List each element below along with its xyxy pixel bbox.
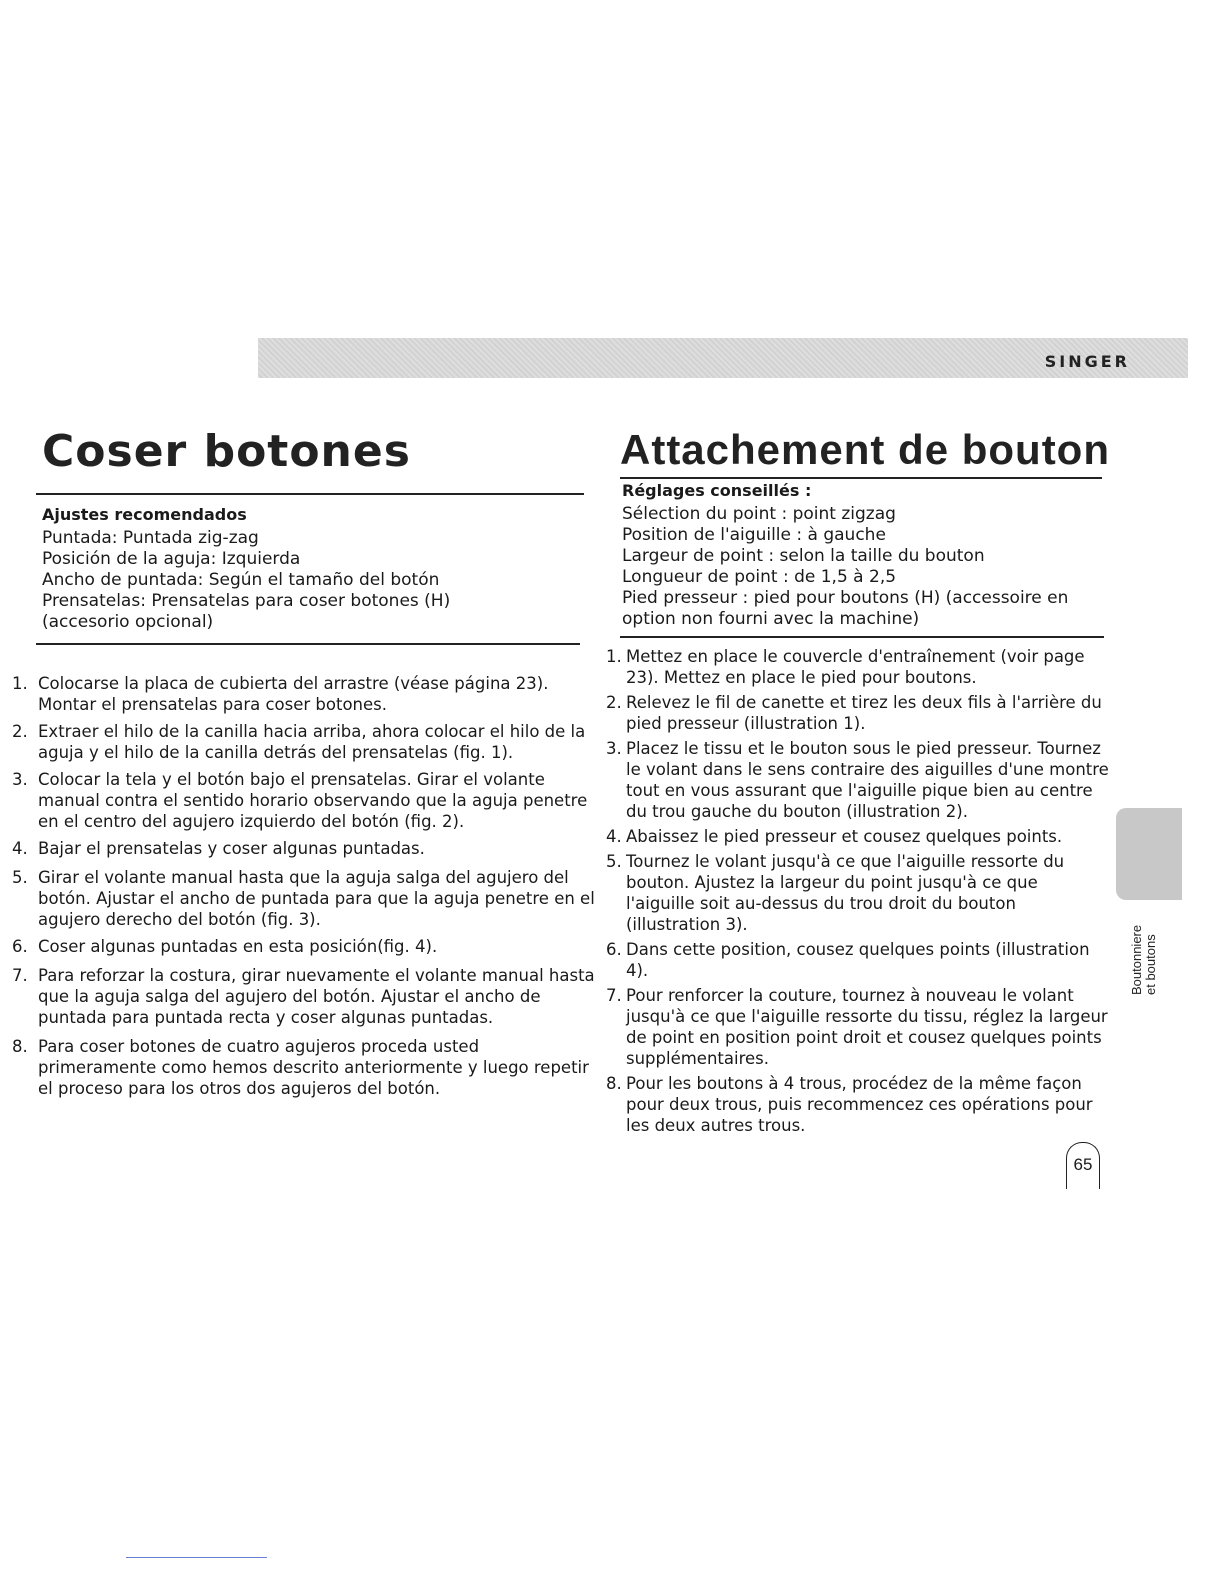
list-item bbox=[604, 692, 1110, 734]
section-tab bbox=[1116, 808, 1182, 900]
french-setting: option non fourni avec la machine) bbox=[622, 609, 920, 629]
step-text: Dans cette position, cousez quelques points (illustration 4). bbox=[626, 940, 1090, 980]
french-column bbox=[604, 425, 1114, 1136]
step-text: Bajar el prensatelas y coser algunas puntadas. bbox=[38, 839, 425, 858]
list-item bbox=[12, 673, 596, 715]
step-text: Pour renforcer la couture, tournez à nouveau le volant jusqu'à ce que l'aiguille ressorte du tissu, réglez la largeur de point en position point droit et cousez quelques points supplémentaires. bbox=[626, 986, 1108, 1068]
step-number: 3. bbox=[12, 770, 28, 789]
spanish-setting: (accesorio opcional) bbox=[42, 612, 214, 632]
footer-underline bbox=[126, 1557, 267, 1558]
step-text: Para reforzar la costura, girar nuevamente el volante manual hasta que la aguja salga del agujero del botón. Ajustar el ancho de puntada para puntada recta y coser algunas puntadas. bbox=[38, 966, 595, 1027]
list-item bbox=[604, 851, 1110, 935]
spanish-setting: Ancho de puntada: Según el tamaño del botón bbox=[42, 570, 440, 590]
title-divider bbox=[620, 477, 1102, 479]
spanish-column bbox=[12, 425, 596, 1099]
list-item bbox=[604, 1073, 1110, 1136]
list-item bbox=[12, 769, 596, 832]
list-item bbox=[12, 838, 596, 859]
page-number: 65 bbox=[1066, 1142, 1100, 1189]
french-title: Attachement de bouton bbox=[620, 426, 1110, 473]
list-item bbox=[12, 721, 596, 763]
step-number: 8. bbox=[12, 1037, 28, 1056]
header-bar bbox=[258, 338, 1188, 378]
list-item bbox=[12, 965, 596, 1028]
spanish-setting: Prensatelas: Prensatelas para coser botones (H) bbox=[42, 591, 451, 611]
french-setting: Longueur de point : de 1,5 à 2,5 bbox=[622, 567, 897, 587]
section-tab-line: et boutons bbox=[1143, 934, 1158, 995]
step-number: 1. bbox=[606, 647, 622, 666]
french-setting: Position de l'aiguille : à gauche bbox=[622, 525, 886, 545]
brand-logo: SINGER bbox=[1044, 352, 1130, 371]
step-text: Pour les boutons à 4 trous, procédez de la même façon pour deux trous, puis recommencez ces opérations pour les deux autres trous. bbox=[626, 1074, 1093, 1135]
french-settings bbox=[622, 481, 1114, 630]
step-text: Tournez le volant jusqu'à ce que l'aiguille ressorte du bouton. Ajustez la largeur du point jusqu'à ce que l'aiguille soit au-dessus du trou droit du bouton (illustration 3). bbox=[626, 852, 1065, 934]
step-text: Colocar la tela y el botón bajo el prensatelas. Girar el volante manual contra el sentido horario observando que la aguja penetre en el centro del agujero izquierdo del botón (fig. 2). bbox=[38, 770, 588, 831]
step-text: Mettez en place le couvercle d'entraînement (voir page 23). Mettez en place le pied pour boutons. bbox=[626, 647, 1085, 687]
step-text: Girar el volante manual hasta que la aguja salga del agujero del botón. Ajustar el ancho de puntada para que la aguja penetre en el agujero derecho del botón (fig. 3). bbox=[38, 868, 595, 929]
list-item bbox=[604, 985, 1110, 1069]
list-item bbox=[604, 738, 1110, 822]
list-item bbox=[604, 646, 1110, 688]
title-divider bbox=[36, 493, 584, 495]
step-number: 1. bbox=[12, 674, 28, 693]
step-number: 7. bbox=[606, 986, 622, 1005]
french-steps bbox=[604, 646, 1110, 1136]
section-tab-line: Boutonniere bbox=[1129, 924, 1144, 995]
spanish-settings-title: Ajustes recomendados bbox=[42, 505, 247, 524]
settings-divider bbox=[620, 636, 1104, 638]
spanish-steps bbox=[12, 673, 596, 1099]
step-number: 5. bbox=[12, 868, 28, 887]
french-setting: Pied presseur : pied pour boutons (H) (accessoire en bbox=[622, 588, 1069, 608]
step-text: Abaissez le pied presseur et cousez quelques points. bbox=[626, 827, 1063, 846]
step-number: 3. bbox=[606, 739, 622, 758]
section-tab-label bbox=[1128, 895, 1172, 995]
step-number: 4. bbox=[606, 827, 622, 846]
list-item bbox=[604, 939, 1110, 981]
french-settings-title: Réglages conseillés : bbox=[622, 481, 812, 500]
step-text: Coser algunas puntadas en esta posición(fig. 4). bbox=[38, 937, 438, 956]
step-number: 2. bbox=[606, 693, 622, 712]
list-item bbox=[12, 867, 596, 930]
spanish-setting: Posición de la aguja: Izquierda bbox=[42, 549, 301, 569]
list-item bbox=[604, 826, 1110, 847]
step-number: 6. bbox=[12, 937, 28, 956]
list-item bbox=[12, 936, 596, 957]
step-number: 4. bbox=[12, 839, 28, 858]
step-number: 6. bbox=[606, 940, 622, 959]
step-text: Para coser botones de cuatro agujeros proceda usted primeramente como hemos descrito anteriormente y luego repetir el proceso para los otros dos agujeros del botón. bbox=[38, 1037, 589, 1098]
spanish-setting: Puntada: Puntada zig-zag bbox=[42, 528, 259, 548]
step-number: 8. bbox=[606, 1074, 622, 1093]
spanish-settings bbox=[42, 505, 596, 633]
step-text: Colocarse la placa de cubierta del arrastre (véase página 23). Montar el prensatelas para coser botones. bbox=[38, 674, 549, 714]
step-text: Extraer el hilo de la canilla hacia arriba, ahora colocar el hilo de la aguja y el hilo de la canilla detrás del prensatelas (fig. 1). bbox=[38, 722, 586, 762]
spanish-title: Coser botones bbox=[42, 426, 411, 477]
step-text: Placez le tissu et le bouton sous le pied presseur. Tournez le volant dans le sens contraire des aiguilles d'une montre tout en vous assurant que l'aiguille pique bien au centre du trou gauche du bouton (illustration 2). bbox=[626, 739, 1109, 821]
step-number: 5. bbox=[606, 852, 622, 871]
step-text: Relevez le fil de canette et tirez les deux fils à l'arrière du pied presseur (illustration 1). bbox=[626, 693, 1102, 733]
settings-divider bbox=[36, 643, 580, 645]
french-setting: Sélection du point : point zigzag bbox=[622, 504, 896, 524]
step-number: 7. bbox=[12, 966, 28, 985]
step-number: 2. bbox=[12, 722, 28, 741]
french-setting: Largeur de point : selon la taille du bouton bbox=[622, 546, 985, 566]
list-item bbox=[12, 1036, 596, 1099]
